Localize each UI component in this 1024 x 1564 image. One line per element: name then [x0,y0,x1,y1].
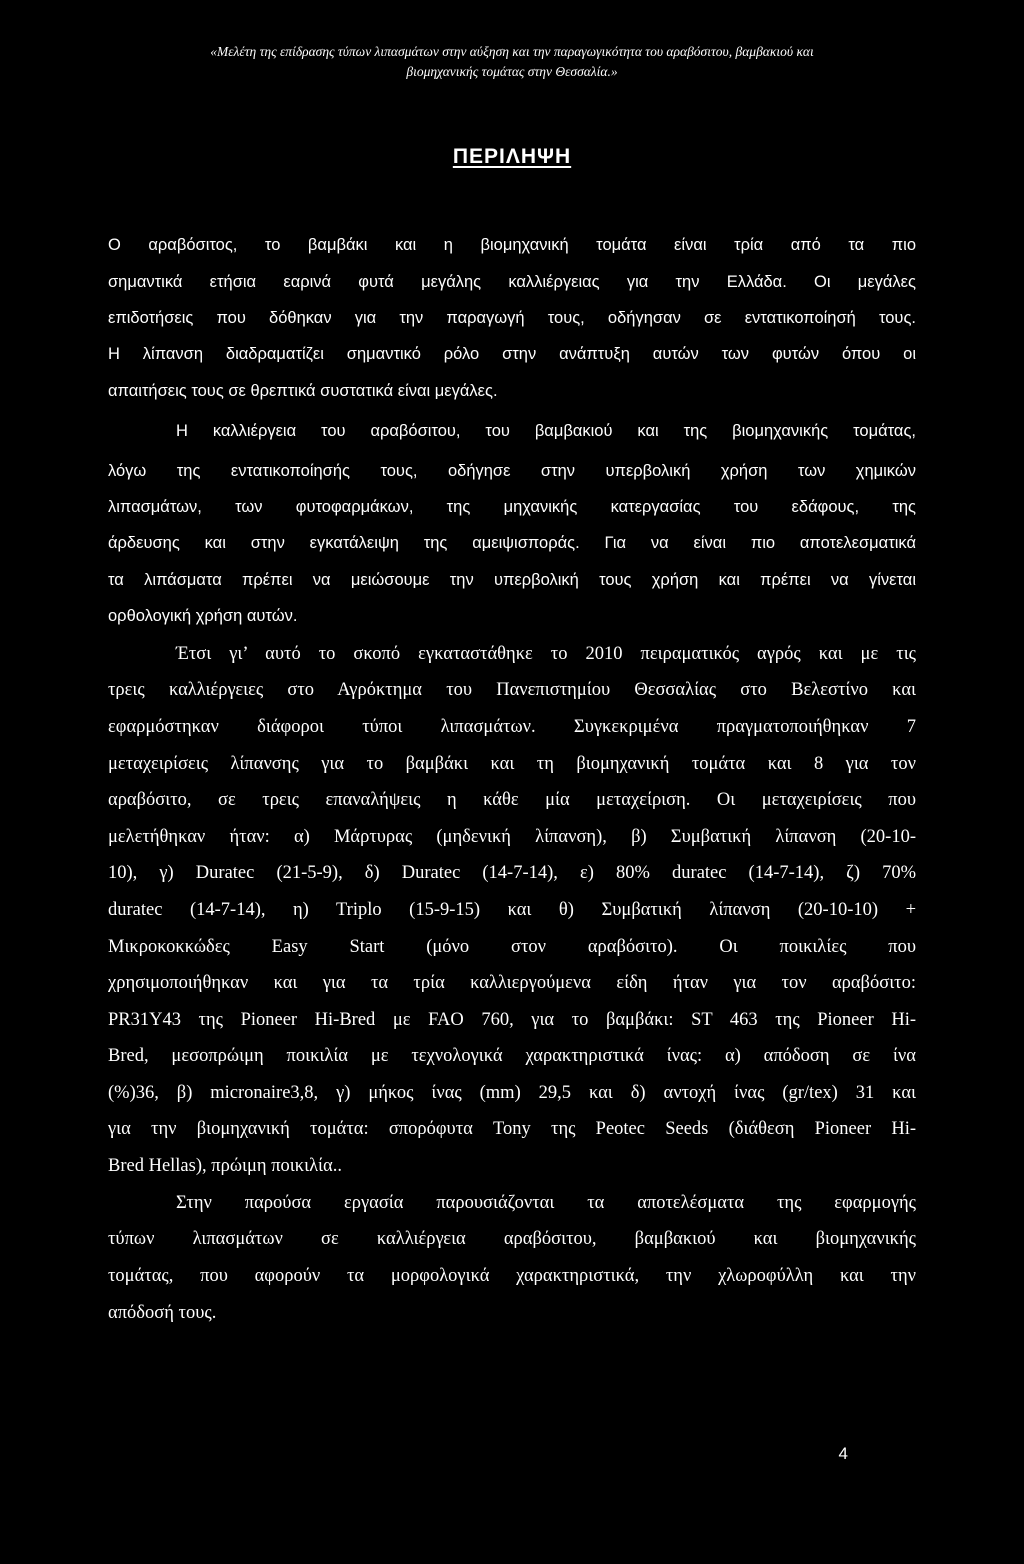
body-line: απόδοσή τους. [108,1303,217,1323]
body-line: ορθολογική χρήση αυτών. [108,607,298,625]
body-line: τρεις καλλιέργειες στο Αγρόκτημα του Πανεπιστημίου Θεσσαλίας στο Βελεστίνο και [108,680,916,700]
body-line: χρησιμοποιήθηκαν και για τα τρία καλλιεργούμενα είδη ήταν για τον αραβόσιτο: [108,973,916,993]
body-line: αραβόσιτο, σε τρεις επαναλήψεις η κάθε μία μεταχείριση. Οι μεταχειρίσεις που [108,790,916,810]
body-line: μελετήθηκαν ήταν: α) Μάρτυρας (μηδενική λίπανση), β) Συμβατική λίπανση (20-10- [108,827,916,847]
body-line: για την βιομηχανική τομάτα: σπορόφυτα Tony της Peotec Seeds (διάθεση Pioneer Hi- [108,1119,916,1139]
body-line: Bred, μεσοπρώιμη ποικιλία με τεχνολογικά χαρακτηριστικά ίνας: α) απόδοση σε ίνα [108,1046,916,1066]
body-line: τομάτας, που αφορούν τα μορφολογικά χαρακτηριστικά, την χλωροφύλλη και την [108,1266,916,1286]
body-line: Έτσι γι’ αυτό το σκοπό εγκαταστάθηκε το 2010 πειραματικός αγρός και με τις [176,644,916,664]
body-line: επιδοτήσεις που δόθηκαν για την παραγωγή τους, οδήγησαν σε εντατικοποίησή τους. [108,309,916,327]
section-title: ΠΕΡΙΛΗΨΗ [452,145,572,168]
page-number: 4 [838,1444,848,1463]
body-line: Η καλλιέργεια του αραβόσιτου, του βαμβακιού και της βιομηχανικής τομάτας, [176,422,916,440]
running-header [150,42,874,82]
body-line: άρδευσης και στην εγκατάλειψη της αμειψισποράς. Για να είναι πιο αποτελεσματικά [108,534,916,552]
running-header-line-2: βιομηχανικής τομάτας στην Θεσσαλία.» [406,64,618,79]
body-line: Ο αραβόσιτος, το βαμβάκι και η βιομηχανική τομάτα είναι τρία από τα πιο [108,236,916,254]
body-line: Bred Hellas), πρώιμη ποικιλία.. [108,1156,342,1176]
body-line: duratec (14-7-14), η) Triplo (15-9-15) και θ) Συμβατική λίπανση (20-10-10) + [108,900,916,920]
body-line: λιπασμάτων, των φυτοφαρμάκων, της μηχανικής κατεργασίας του εδάφους, της [108,498,916,516]
body-line: απαιτήσεις τους σε θρεπτικά συστατικά είναι μεγάλες. [108,382,498,400]
running-header-line-1: «Μελέτη της επίδρασης τύπων λιπασμάτων στην αύξηση και την παραγωγικότητα του αραβόσιτου, βαμβακιού και [210,44,814,59]
body-line: PR31Y43 της Pioneer Hi-Bred με FAO 760, για το βαμβάκι: ST 463 της Pioneer Hi- [108,1010,916,1030]
body-line: μεταχειρίσεις λίπανσης για το βαμβάκι και τη βιομηχανική τομάτα και 8 για τον [108,754,916,774]
body-line: Μικροκοκκώδες Easy Start (μόνο στον αραβόσιτο). Οι ποικιλίες που [108,937,916,957]
body-line: τύπων λιπασμάτων σε καλλιέργεια αραβόσιτου, βαμβακιού και βιομηχανικής [108,1229,916,1249]
body-line: Η λίπανση διαδραματίζει σημαντικό ρόλο στην ανάπτυξη αυτών των φυτών όπου οι [108,345,916,363]
body-line: τα λιπάσματα πρέπει να μειώσουμε την υπερβολική τους χρήση και πρέπει να γίνεται [108,571,916,589]
body-line: 10), γ) Duratec (21-5-9), δ) Duratec (14-7-14), ε) 80% duratec (14-7-14), ζ) 70% [108,863,916,883]
body-line: λόγω της εντατικοποίησής τους, οδήγησε στην υπερβολική χρήση των χημικών [108,462,916,480]
body-line: εφαρμόστηκαν διάφοροι τύποι λιπασμάτων. Συγκεκριμένα πραγματοποιήθηκαν 7 [108,717,916,737]
body-line: σημαντικά ετήσια εαρινά φυτά μεγάλης καλλιέργειας για την Ελλάδα. Οι μεγάλες [108,273,916,291]
body-line: Στην παρούσα εργασία παρουσιάζονται τα αποτελέσματα της εφαρμογής [176,1193,916,1213]
body-line: (%)36, β) micronaire3,8, γ) μήκος ίνας (mm) 29,5 και δ) αντοχή ίνας (gr/tex) 31 και [108,1083,916,1103]
